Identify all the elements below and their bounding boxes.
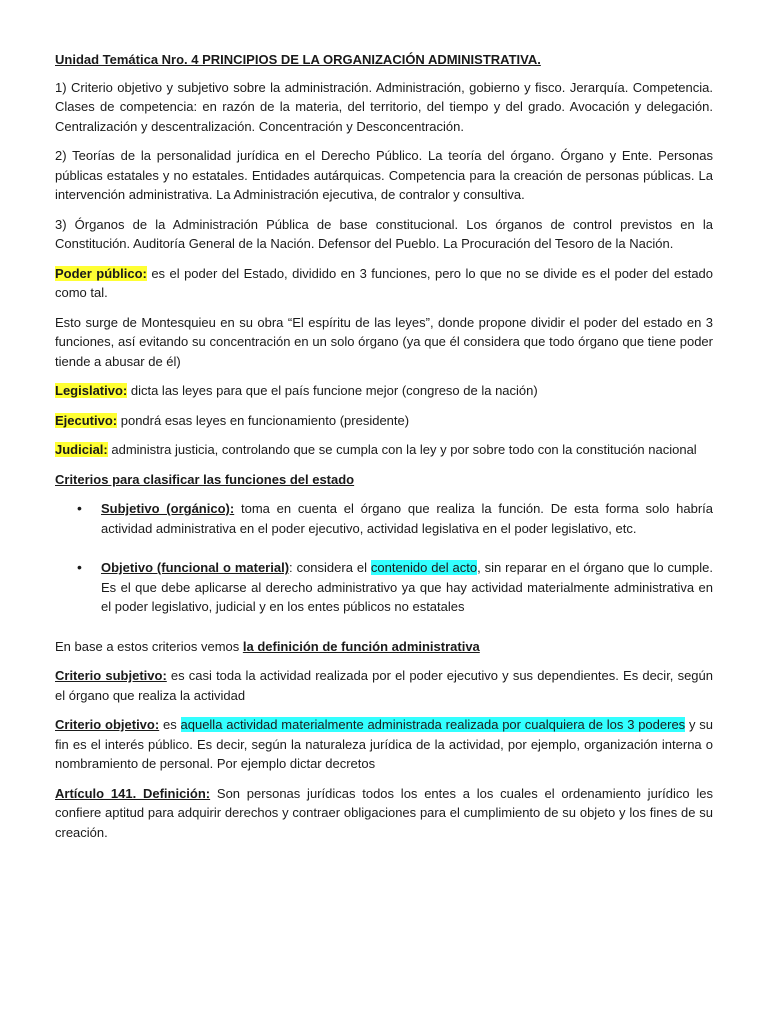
criterio-objetivo-pre: es (159, 717, 181, 732)
criterio-objetivo-highlight: aquella actividad materialmente administrada realizada por cualquiera de los 3 poderes (180, 717, 686, 732)
document-title: Unidad Temática Nro. 4 PRINCIPIOS DE LA ORGANIZACIÓN ADMINISTRATIVA. (55, 52, 541, 67)
poder-publico-text: es el poder del Estado, dividido en 3 funciones, pero lo que no se divide es el poder del estado como tal. (55, 265, 714, 300)
en-base-paragraph (55, 637, 713, 657)
objetivo-post: , sin reparar en el órgano que lo cumple. Es el que debe aplicarse al derecho administrativo ya que hay actividad materialmente administrativa en el poder legislativo, judicial y en los entes públicos no estatales (101, 560, 714, 614)
montesquieu-paragraph: Esto surge de Montesquieu en su obra “El espíritu de las leyes”, donde propone dividir el poder del estado en 3 funciones, así evitando su concentración en un solo órgano (ya que él considera que todo órgano que tiene poder tiende a abusar de él) (55, 314, 713, 369)
ejecutivo-paragraph (55, 411, 713, 431)
judicial-label: Judicial: (55, 442, 108, 457)
syllabus-item-2: 2) Teorías de la personalidad jurídica en el Derecho Público. La teoría del órgano. Órgano y Ente. Personas públicas estatales y no estatales. Entidades autárquicas. Competencia para la creación de personas públicas. La intervención administrativa. La Administración ejecutiva, de contralor y consultiva. (55, 148, 713, 202)
legislativo-label: Legislativo: (55, 383, 128, 398)
en-base-text: En base a estos criterios vemos (55, 638, 243, 654)
criterio-subjetivo-paragraph (55, 666, 713, 705)
criterio-subjetivo-label: Criterio subjetivo: (55, 668, 167, 683)
articulo-141-paragraph (55, 784, 713, 843)
criterio-objetivo-paragraph (55, 715, 713, 774)
criterio-subjetivo-text: es casi toda la actividad realizada por el poder ejecutivo y sus dependientes. Es decir, según el órgano que realiza la actividad (55, 668, 713, 703)
syllabus-item-3: 3) Órganos de la Administración Pública de base constitucional. Los órganos de control previstos en la Constitución. Auditoría General de la Nación. Defensor del Pueblo. La Procuración del Tesoro de la Nación. (55, 216, 713, 251)
criterio-objetivo-post: y su fin es el interés público. Es decir, según la naturaleza jurídica de la actividad, por ejemplo, organización interna o nombramiento de personal. Por ejemplo dictar decretos (55, 717, 713, 771)
subjetivo-label: Subjetivo (orgánico): (101, 501, 235, 516)
subjetivo-text: toma en cuenta el órgano que realiza la función. De esta forma solo habría actividad administrativa en el poder ejecutivo, actividad legislativa en el poder legislativo, etc. (101, 501, 714, 536)
legislativo-paragraph (55, 381, 713, 401)
objetivo-pre: : considera el (289, 560, 371, 575)
list-item-subjetivo (55, 499, 713, 538)
criterios-list (55, 499, 713, 617)
definicion-funcion-link: la definición de función administrativa (242, 638, 480, 654)
poder-publico-label: Poder público: (55, 265, 147, 281)
ejecutivo-text: pondrá esas leyes en funcionamiento (presidente) (117, 412, 410, 428)
legislativo-text: dicta las leyes para que el país funcione mejor (congreso de la nación) (127, 383, 538, 398)
articulo-label: Artículo 141. Definición: (55, 785, 211, 801)
bullet-icon: • (77, 559, 82, 575)
ejecutivo-label: Ejecutivo: (55, 412, 118, 428)
list-item-objetivo (55, 558, 713, 617)
objetivo-highlight: contenido del acto (370, 560, 478, 575)
judicial-paragraph (55, 440, 713, 460)
bullet-icon: • (77, 500, 82, 516)
syllabus-item-1: 1) Criterio objetivo y subjetivo sobre la administración. Administración, gobierno y fisco. Jerarquía. Competencia. Clases de competencia: en razón de la materia, del territorio, del tiempo y del grado. Avocación y delegación. Centralización y descentralización. Concentración y Desconcentración. (55, 79, 713, 134)
objetivo-label: Objetivo (funcional o material) (101, 560, 290, 575)
judicial-text: administra justicia, controlando que se cumpla con la ley y por sobre todo con la constitución nacional (107, 442, 697, 457)
criterios-heading: Criterios para clasificar las funciones del estado (55, 471, 355, 487)
poder-publico-paragraph (55, 264, 713, 303)
articulo-text: Son personas jurídicas todos los entes a los cuales el ordenamiento jurídico les confiere aptitud para adquirir derechos y contraer obligaciones para el cumplimiento de su objeto y los fines de su creación. (55, 785, 713, 840)
criterio-objetivo-label: Criterio objetivo: (55, 717, 160, 732)
